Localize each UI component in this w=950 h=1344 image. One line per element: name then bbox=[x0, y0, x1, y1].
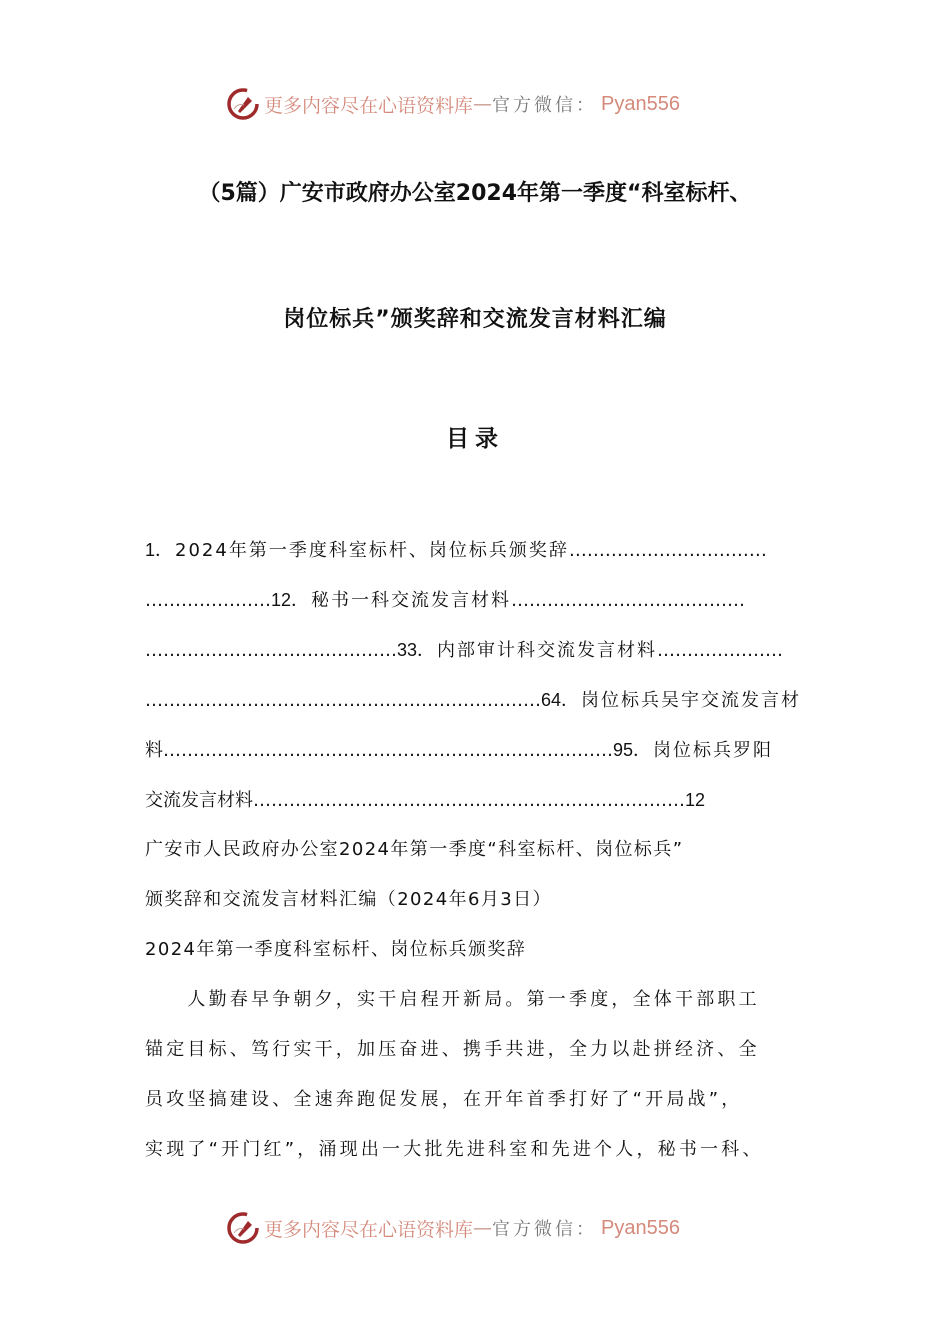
banner-dash: — bbox=[473, 93, 493, 115]
toc-line[interactable] bbox=[145, 585, 810, 615]
banner-wechat-label: 官方微信： bbox=[492, 1219, 598, 1240]
toc-entry-text: ．岗位标兵罗阳 bbox=[633, 740, 774, 761]
banner-lead-text: 更多内容尽在心语资料库 bbox=[264, 1218, 474, 1241]
footer-watermark-banner bbox=[226, 1208, 726, 1248]
toc-entry-text: ．2024年第一季度科室标杆、岗位标兵颁奖辞 bbox=[155, 540, 569, 561]
toc-leader-dots: …………………………… bbox=[568, 540, 767, 561]
toc-entry-text: ．秘书一科交流发言材料 bbox=[291, 590, 512, 611]
toc-page-number: 64 bbox=[541, 690, 562, 710]
toc-entry-number: 1 bbox=[145, 540, 156, 560]
toc-leader-dots: 交流发言材料……………………………………………………………… bbox=[145, 790, 685, 811]
toc-page-number: 33 bbox=[397, 640, 418, 660]
toc-line[interactable] bbox=[145, 785, 810, 815]
toc-entry-text: ．内部审计科交流发言材料 bbox=[417, 640, 658, 661]
toc-leader-dots: ………………………………………………………… bbox=[145, 690, 541, 711]
toc-line[interactable] bbox=[145, 685, 810, 715]
toc-leader-dots: ………………………………… bbox=[511, 590, 746, 611]
paragraph-line: 锚定目标、笃行实干，加压奋进、携手共进，全力以赴拼经济、全 bbox=[145, 1039, 760, 1060]
toc-entry-text: ．岗位标兵吴宇交流发言材 bbox=[561, 690, 802, 711]
toc-line[interactable] bbox=[145, 535, 810, 565]
banner-lead-text: 更多内容尽在心语资料库 bbox=[264, 94, 474, 117]
paragraph-line: 员攻坚搞建设、全速奔跑促发展，在开年首季打好了“开局战”， bbox=[145, 1089, 743, 1110]
compilation-heading-line-1: 广安市人民政府办公室2024年第一季度“科室标杆、岗位标兵” bbox=[145, 839, 684, 860]
banner-wechat-id: Pyan556 bbox=[601, 92, 680, 115]
paragraph-line: 人勤春早争朝夕，实干启程开新局。第一季度，全体干部职工 bbox=[145, 989, 760, 1010]
banner-wechat-id: Pyan556 bbox=[601, 1216, 680, 1239]
toc-leader-dots: ………………… bbox=[145, 590, 271, 611]
toc-page-number: 12 bbox=[271, 590, 292, 610]
toc-heading: 目录 bbox=[446, 426, 504, 452]
header-watermark-banner bbox=[226, 84, 726, 124]
toc-page-number: 95 bbox=[613, 740, 634, 760]
pen-nib-logo-icon bbox=[226, 87, 260, 121]
toc-line[interactable] bbox=[145, 635, 810, 665]
toc-line[interactable] bbox=[145, 735, 810, 765]
banner-dash: — bbox=[473, 1217, 493, 1239]
toc-leader-dots: 料………………………………………………………………… bbox=[145, 740, 613, 761]
pen-nib-logo-icon bbox=[226, 1211, 260, 1245]
compilation-heading-line-2: 颁奖辞和交流发言材料汇编（2024年6月3日） bbox=[145, 889, 552, 910]
banner-wechat-label: 官方微信： bbox=[492, 95, 598, 116]
section-title: 2024年第一季度科室标杆、岗位标兵颁奖辞 bbox=[145, 939, 527, 960]
toc-page-number: 12 bbox=[685, 790, 706, 810]
paragraph-line: 实现了“开门红”，涌现出一大批先进科室和先进个人，秘书一科、 bbox=[145, 1139, 764, 1160]
toc-leader-dots: …………………………………… bbox=[145, 640, 397, 661]
toc-leader-dots: ………………… bbox=[657, 640, 784, 661]
document-title-line-2: 岗位标兵”颁奖辞和交流发言材料汇编 bbox=[283, 307, 667, 332]
document-title-line-1: （5篇）广安市政府办公室2024年第一季度“科室标杆、 bbox=[198, 181, 752, 206]
